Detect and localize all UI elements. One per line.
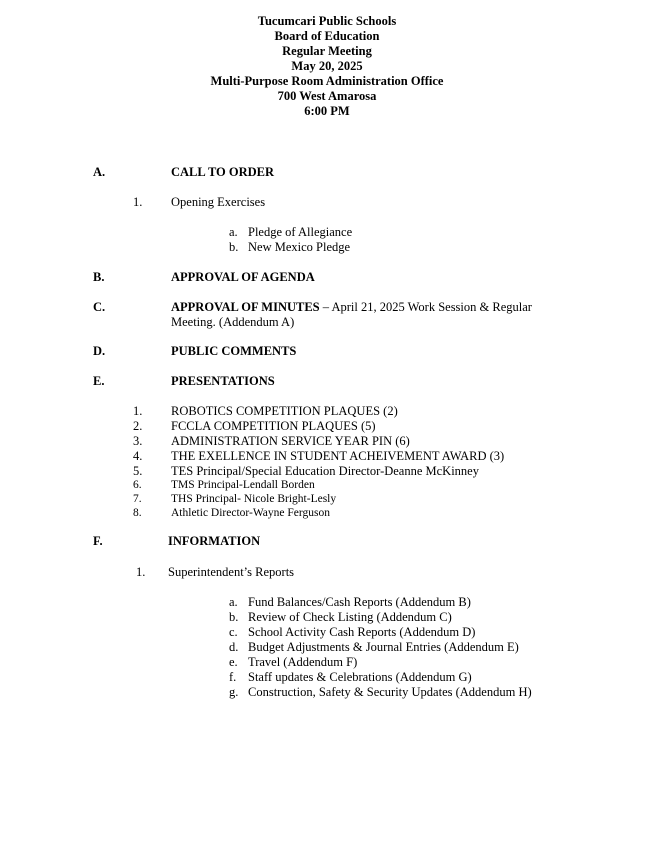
section-d-letter: D. — [93, 344, 106, 358]
report-item: Review of Check Listing (Addendum C) — [248, 610, 452, 624]
section-b-title: APPROVAL OF AGENDA — [171, 270, 315, 284]
section-c-text: – April 21, 2025 Work Session & Regular — [319, 300, 532, 314]
report-letter: c. — [229, 625, 238, 639]
section-d-title: PUBLIC COMMENTS — [171, 344, 297, 358]
report-item: Staff updates & Celebrations (Addendum G) — [248, 670, 472, 684]
presentation-item: FCCLA COMPETITION PLAQUES (5) — [171, 419, 376, 433]
report-letter: g. — [229, 685, 239, 699]
header-district: Tucumcari Public Schools — [257, 14, 397, 28]
header-date: May 20, 2025 — [291, 59, 363, 73]
presentation-number: 1. — [133, 404, 143, 418]
report-letter: a. — [229, 595, 238, 609]
report-item: Travel (Addendum F) — [248, 655, 358, 669]
presentation-item: THS Principal- Nicole Bright-Lesly — [171, 493, 337, 505]
header-board: Board of Education — [274, 29, 380, 43]
header-time: 6:00 PM — [304, 104, 350, 118]
header-meeting-type: Regular Meeting — [282, 44, 372, 58]
section-a-title: CALL TO ORDER — [171, 165, 275, 179]
section-a-sub-letter: a. — [229, 225, 238, 239]
report-letter: e. — [229, 655, 238, 669]
presentation-number: 5. — [133, 464, 143, 478]
report-item: Fund Balances/Cash Reports (Addendum B) — [248, 595, 471, 609]
section-f-item-text: Superintendent’s Reports — [168, 565, 295, 579]
section-c-line1 — [171, 300, 532, 315]
report-letter: b. — [229, 610, 239, 624]
agenda-header — [0, 14, 654, 119]
section-b-letter: B. — [93, 270, 105, 284]
section-a-sub-text: Pledge of Allegiance — [248, 225, 353, 239]
section-a-letter: A. — [93, 165, 106, 179]
report-letter: f. — [229, 670, 237, 684]
section-a-sub-text: New Mexico Pledge — [248, 240, 351, 254]
presentation-number: 7. — [133, 493, 142, 505]
section-c-title: APPROVAL OF MINUTES — [171, 300, 320, 314]
report-item: Construction, Safety & Security Updates (Addendum H) — [248, 685, 532, 699]
report-item: School Activity Cash Reports (Addendum D) — [248, 625, 476, 639]
presentation-number: 8. — [133, 507, 142, 519]
header-location: Multi-Purpose Room Administration Office — [210, 74, 444, 88]
presentation-number: 3. — [133, 434, 143, 448]
presentation-item: ADMINISTRATION SERVICE YEAR PIN (6) — [171, 434, 410, 448]
presentation-item: THE EXELLENCE IN STUDENT ACHEIVEMENT AWARD (3) — [171, 449, 505, 463]
section-e-title: PRESENTATIONS — [171, 374, 275, 388]
section-f-item-number: 1. — [136, 565, 146, 579]
section-a-item-text: Opening Exercises — [171, 195, 266, 209]
presentation-item: TES Principal/Special Education Director-Deanne McKinney — [171, 464, 479, 478]
presentation-number: 2. — [133, 419, 143, 433]
section-a-sub-letter: b. — [229, 240, 239, 254]
section-c-letter: C. — [93, 300, 106, 314]
presentation-item: TMS Principal-Lendall Borden — [171, 479, 315, 491]
section-e-letter: E. — [93, 374, 105, 388]
section-f-title: INFORMATION — [168, 534, 261, 548]
presentation-item: ROBOTICS COMPETITION PLAQUES (2) — [171, 404, 398, 418]
section-f-letter: F. — [93, 534, 103, 548]
section-c-line2: Meeting. (Addendum A) — [171, 315, 295, 329]
presentation-number: 6. — [133, 479, 142, 491]
header-address: 700 West Amarosa — [277, 89, 377, 103]
presentation-item: Athletic Director-Wayne Ferguson — [171, 507, 330, 519]
presentation-number: 4. — [133, 449, 143, 463]
report-item: Budget Adjustments & Journal Entries (Addendum E) — [248, 640, 519, 654]
section-a-item-number: 1. — [133, 195, 143, 209]
report-letter: d. — [229, 640, 239, 654]
